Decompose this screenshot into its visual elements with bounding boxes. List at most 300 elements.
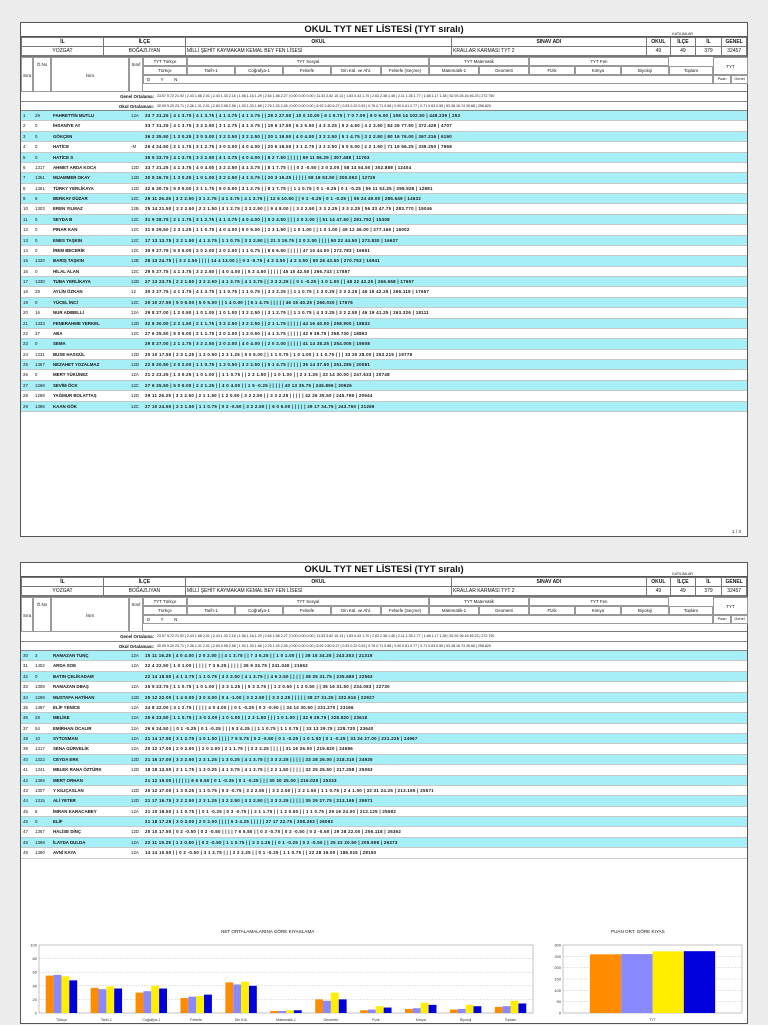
row-sira: 26: [23, 372, 28, 378]
row-sira: 16: [23, 268, 28, 274]
bar: [653, 951, 684, 1013]
bar: [368, 1010, 376, 1013]
row-sinif: 12: [131, 289, 136, 295]
row-values: 28 13 24.75 | | 3 2 2.50 | | | | 14 4 13.00 | | 0 3 -0.75 | 4 2 3.50 | 4 2 3.50 | 50 26 43.50 | 270.753 | 16941: [145, 258, 381, 264]
bar: [286, 1010, 294, 1013]
katilimlar-label: KATILIMLAR: [672, 572, 693, 576]
header-table: [21, 577, 747, 596]
col-fizik: Fizik: [529, 66, 575, 75]
header-table: [21, 37, 747, 56]
row-name: BARIŞ TAŞKIN: [53, 258, 84, 264]
row-sira: 12: [23, 227, 28, 233]
row-sinif: 12A: [131, 704, 139, 710]
genel-ortalama-values: 23.57 5.72 21.92 | 2.43 1.68 2.01 | 2.43 1.33 2.16 | 1.56 1.16 1.29 | 2.64 1.58 2.27 | 0.00 0.00 0.00 | 11.53 3.62 10.13 | 1.83 0.43 1.70 | 2.63 2.38 1.46 | 2.11 1.35 1.77 | 1.68 1.17 1.38 | 52.93 26.16 46.23 | 272.750: [157, 94, 495, 98]
row-ono: 29: [35, 113, 40, 118]
col-y: Y: [160, 77, 175, 82]
table-row: [21, 256, 747, 266]
row-sinif: 12C: [131, 268, 140, 274]
bar: [233, 984, 241, 1013]
table-row: [21, 153, 747, 163]
row-sira: 5: [23, 154, 26, 160]
row-ono: 0: [35, 216, 38, 222]
table-row: [21, 121, 747, 131]
row-values: 33 7 31.25 | 4 1 3.75 | 3 2 2.50 | 3 1 2.75 | 4 1 3.75 | | 19 6 17.50 | 6 2 5.50 | 4 3 3.25 | 5 2 4.50 | 4 2 3.50 | 84 26 77.50 | 372.428 | 4707: [145, 123, 452, 129]
row-name: İMRAN KARACABEY: [53, 808, 97, 814]
row-sinif: -M: [131, 144, 137, 150]
genel-ortalama-values: 23.57 5.72 21.92 | 2.43 1.68 2.01 | 2.43 1.33 2.16 | 1.56 1.16 1.29 | 2.64 1.58 2.27 | 0.00 0.00 0.00 | 11.53 3.62 10.13 | 1.83 0.43 1.70 | 2.63 2.38 1.46 | 2.11 1.35 1.77 | 1.68 1.17 1.38 | 52.93 26.16 46.23 | 272.750: [157, 634, 495, 638]
chart-title-puan: PUAN ORT. GÖRE KIYAS: [611, 929, 665, 934]
row-values: 27 6 25.50 | 5 0 5.00 | 2 3 1.25 | | 4 0 4.00 | | 1 5 -0.25 | | | | | 40 13 35.75 | 245.896 | 20926: [145, 382, 353, 388]
bar: [106, 986, 114, 1013]
row-ono: 0: [35, 144, 38, 150]
col-fizik: Fizik: [529, 606, 575, 615]
row-name: MELEK RANA ÖZTÜRK: [53, 767, 102, 773]
okul-ortalama-label: Okul Ortalaması:: [118, 643, 154, 649]
row-ono: 0: [35, 673, 38, 679]
row-ono: 0: [35, 247, 38, 253]
row-sinif: 12A: [131, 372, 139, 378]
row-sira: 10: [23, 206, 28, 212]
chart-title-net: NET ORTALAMALARINA GÖRE KIYASLAMA: [221, 929, 315, 934]
report-title: OKUL TYT NET LİSTESİ (TYT sıralı): [21, 563, 747, 577]
row-name: PINAR KAN: [53, 227, 78, 233]
row-values: 30 9 27.75 | 5 0 5.00 | 2 0 2.00 | 2 0 2.00 | 1 1 0.75 | | 8 6 6.50 | | | | | 47 10 44.00 | 272.783 | 16661: [145, 247, 371, 253]
row-sira: 42: [23, 777, 28, 783]
bar: [91, 988, 99, 1013]
row-name: AHMET ARDA KOCA: [53, 164, 97, 170]
table-row: [21, 672, 747, 682]
table-row: [21, 215, 747, 225]
row-ono: 1361: [35, 185, 45, 191]
student-rows-page-1: [21, 111, 747, 412]
row-ono: 0: [35, 299, 38, 305]
okul-ortalama-label: Okul Ortalaması:: [118, 103, 154, 109]
table-row: [21, 329, 747, 339]
row-name: İHSANİYE AY: [53, 123, 81, 129]
row-sira: 41: [23, 767, 28, 773]
row-sinif: 12A: [131, 715, 139, 721]
header-value-il: YOZGAT: [22, 587, 104, 596]
row-values: 21 10 18.50 | 1 1 0.75 | | 0 1 -0.25 | 0 3 -0.75 | | 2 1 1.75 | | 1 2 0.50 | | 1 1 0.75 | 29 16 24.00 | 212.125 | 25682: [145, 808, 397, 814]
col-n: N: [174, 617, 188, 622]
row-ono: 1308: [35, 684, 45, 690]
bar: [54, 975, 62, 1013]
table-row: [21, 796, 747, 806]
row-values: 33 7 31.25 | 4 1 3.75 | 4 0 4.00 | 3 2 2.50 | 4 1 3.75 | | 8 1 7.75 | | | 0 2 -0.50 | 2 0 2.00 | 58 14 54.50 | 302.888 | 12404: [145, 164, 412, 170]
col-din: Din Kül. ve Ahl.: [331, 66, 381, 75]
row-ono: 0: [35, 123, 38, 129]
row-sira: 40: [23, 756, 28, 762]
charts-area: [21, 929, 747, 1025]
row-sinif: 12C: [131, 382, 140, 388]
col-geometri: Geometri: [479, 66, 529, 75]
row-sira: 6: [23, 164, 26, 170]
table-row: [21, 827, 747, 837]
column-header: [21, 56, 747, 92]
row-sira: 32: [23, 673, 28, 679]
table-row: [21, 163, 747, 173]
row-ono: 37: [35, 330, 40, 336]
x-tick-label: Fizik: [372, 1018, 380, 1022]
row-sinif: 12C: [131, 403, 140, 409]
row-ono: 1367: [35, 829, 45, 835]
bar: [450, 1010, 458, 1013]
row-sira: 7: [23, 175, 26, 181]
row-sinif: 12C: [131, 196, 140, 201]
row-sinif: 12D: [131, 279, 140, 284]
row-sira: 13: [23, 237, 28, 243]
bar: [136, 993, 144, 1013]
bar: [225, 982, 233, 1013]
col-tyt: TYT: [713, 57, 748, 75]
bar: [278, 1011, 286, 1013]
row-sinif: 12D: [131, 175, 140, 181]
row-values: 27 6 25.50 | 5 0 5.00 | 2 1 1.75 | 2 0 2.00 | 1 2 0.50 | | 4 1 3.75 | | | | | 42 9 39.75 | 258.730 | 18863: [145, 330, 368, 336]
col-turkce: Türkçe: [143, 66, 187, 75]
row-sinif: 12C: [131, 227, 140, 233]
row-sinif: 12D: [131, 351, 140, 357]
row-sinif: 12D: [131, 185, 140, 191]
report-page-1: [20, 22, 748, 537]
bar: [405, 1009, 413, 1013]
okul-ortalama-row: [21, 642, 747, 652]
row-ono: 1398: [35, 839, 45, 845]
row-sira: 17: [23, 279, 28, 284]
y-tick-label: 150: [554, 976, 561, 982]
row-ono: 1402: [35, 663, 45, 669]
row-values: 20 10 27.50 | 5 0 5.00 | 5 0 5.00 | | 1 4 0.00 | | 5 1 4.75 | | | | | 46 15 40.25 | 266.020 | 17676: [145, 299, 354, 305]
row-sinif: 12A: [131, 850, 139, 856]
row-values: 27 10 24.50 | 2 2 1.50 | 1 1 0.75 | 0 2 -0.50 | 3 2 2.50 | | 6 0 6.00 | | | | | 39 17 34.75 | 243.760 | 21269: [145, 403, 375, 409]
okul-ortalama-values: 30.09 5.20 23.71 | 2.36 1.31 2.01 | 2.83 0.98 2.58 | 1.93 1.33 1.68 | 2.76 1.33 2.45 | 0.00 0.00 0.00 | 6.92 2.60 6.27 | 0.53 0.22 0.53 | 0.76 0.71 0.58 | 0.90 0.61 0.77 | 0.71 0.63 0.55 | 53.38 16.74 39.68 | 258.820: [157, 103, 491, 108]
row-values: 29 5 27.75 | 4 1 3.75 | 3 2 2.50 | | 4 0 4.00 | | 5 2 4.50 | | | | | 45 10 42.50 | 266.743 | 17857: [145, 268, 351, 274]
row-values: 29 11 26.25 | 3 2 2.50 | 2 1 1.50 | 1 2 0.50 | 3 2 2.50 | | 3 3 2.25 | | | | | 42 26 35.50 | 245.798 | 20944: [145, 393, 373, 399]
table-row: [21, 236, 747, 246]
row-sinif: 12D: [131, 362, 140, 367]
header-label-il-count: İL: [695, 38, 722, 47]
row-ono: 5: [35, 196, 38, 201]
row-name: EREN YILMAZ: [53, 206, 83, 212]
row-values: 29 8 27.00 | 1 2 0.50 | 1 0 1.00 | 1 0 1.00 | 3 2 2.50 | | 3 1 2.75 | | 1 1 0.75 | 4 3 3.25 | 3 2 2.50 | 46 19 41.25 | 263.326 | 18111: [145, 310, 429, 316]
header-label-il-count: İL: [695, 578, 722, 587]
row-sira: 18: [23, 289, 28, 295]
row-name: YÜCEL İNCİ: [53, 299, 78, 305]
table-row: [21, 339, 747, 349]
row-ono: 1303: [35, 206, 45, 212]
row-name: MERT ORHAN: [53, 777, 83, 783]
row-sira: 44: [23, 798, 28, 804]
row-values: 25 5 23.75 | 1 1 0.75 | 1 0 1.00 | | 2 3 1.25 | | 5 3 3.75 | | 1 2 0.50 | 1 2 0.50 | | 36 16 31.50 | 234.083 | 22730: [145, 684, 390, 690]
y-tick-label: 60: [32, 969, 37, 975]
row-sira: 38: [23, 736, 28, 741]
row-name: BATIN ÇELİKADAM: [53, 673, 94, 679]
header-label-okul: OKUL: [185, 578, 451, 587]
row-name: Y KILIÇASLAN: [53, 787, 84, 793]
row-ono: 1386: [35, 403, 45, 409]
header-value-okul-count: 49: [646, 47, 671, 56]
row-sira: 39: [23, 746, 28, 752]
table-row: [21, 267, 747, 277]
row-sira: 19: [23, 299, 28, 305]
header-label-il: İL: [22, 38, 104, 47]
header-label-ilce-count: İLÇE: [671, 578, 696, 587]
row-name: KAAN GÖK: [53, 403, 77, 409]
row-ono: 0: [35, 341, 38, 347]
row-name: MUAMMER OKAY: [53, 175, 90, 181]
table-row: [21, 755, 747, 765]
header-value-okul: MİLLİ ŞEHİT KAYMAKAM KEMAL BEY FEN LİSESİ: [185, 47, 451, 56]
x-tick-label: Kimya: [415, 1018, 426, 1022]
col-group-fen: TYT Fen: [529, 597, 669, 606]
row-sira: 29: [23, 403, 28, 409]
row-ono: 0: [35, 154, 38, 160]
row-sinif: 12D: [131, 756, 140, 762]
row-sinif: 12A: [131, 736, 139, 741]
bar: [339, 999, 347, 1013]
table-row: [21, 838, 747, 848]
row-sira: 37: [23, 725, 28, 731]
row-sinif: 12D: [131, 320, 140, 326]
bar: [376, 1006, 384, 1013]
header-value-ilce: BOĞAZLIYAN: [103, 587, 185, 596]
header-value-ilce: BOĞAZLIYAN: [103, 47, 185, 56]
y-tick-label: 20: [32, 996, 37, 1002]
col-felsefe: Felsefe: [283, 606, 331, 615]
row-sira: 49: [23, 850, 28, 856]
row-sinif: 12D: [131, 164, 140, 170]
row-name: ENES TAŞKIN: [53, 237, 83, 243]
table-row: [21, 381, 747, 391]
bar: [61, 976, 69, 1013]
genel-ortalama-label: Genel Ortalama:: [120, 634, 154, 639]
table-row: [21, 204, 747, 214]
header-label-okul-count: OKUL: [646, 38, 671, 47]
x-tick-label: Din Kül.: [234, 1018, 248, 1022]
bar: [114, 989, 122, 1013]
row-name: MUSTAFA HATİHAN: [53, 694, 95, 700]
row-values: 32 6 30.75 | 5 0 5.00 | 2 1 1.75 | 5 0 5.00 | 3 1 2.75 | | 8 1 7.75 | | 1 1 0.75 | 0 1 -0.25 | 0 1 -0.25 | 56 11 53.25 | 298.928 | 12881: [145, 185, 433, 191]
row-values: 21 14 17.50 | 3 1 2.75 | 1 0 1.00 | | | | 7 5 5.75 | 0 2 -0.50 | 0 1 -0.25 | 1 0 1.00 | 0 1 -0.25 | 33 24 27.00 | 221.225 | 24967: [145, 736, 418, 741]
table-row: [21, 298, 747, 308]
row-values: 26 6 24.50 | | 0 1 -0.25 | 0 1 -0.25 | | | 5 3 4.25 | | 1 1 0.75 | 1 1 0.75 | | 33 13 29.75 | 228.720 | 23640: [145, 725, 374, 731]
col-toplam: Toplam: [669, 66, 713, 75]
col-isim: İsim: [51, 57, 129, 92]
row-sinif: 12A: [131, 684, 139, 690]
header-label-okul: OKUL: [185, 38, 451, 47]
net-comparison-chart: [25, 943, 535, 1023]
bar: [159, 989, 167, 1013]
header-label-ilce: İLÇE: [103, 38, 185, 47]
bar: [241, 982, 249, 1013]
bar: [518, 1003, 526, 1013]
row-ono: 0: [35, 227, 38, 233]
katilimlar-label: KATILIMLAR: [672, 32, 693, 36]
table-row: [21, 184, 747, 194]
row-values: 21 18 17.25 | 3 0 3.00 | 2 0 2.00 | | | | 5 3 4.25 | | | | | 27 17 22.75 | 208.263 | 26092: [145, 819, 334, 824]
row-ono: 1317: [35, 164, 45, 170]
row-values: 20 12 17.00 | 1 3 0.25 | 1 1 0.75 | 0 3 -0.75 | 3 2 2.50 | | 3 2 2.50 | | 2 2 1.50 | 1 1 0.75 | 2 4 1.00 | 32 31 24.25 | 213.165 | 25571: [145, 787, 434, 793]
col-felsefe: Felsefe: [283, 66, 331, 75]
bar: [590, 954, 621, 1013]
bar: [473, 1006, 481, 1013]
bar: [143, 991, 151, 1013]
col-tarih: Tarih-1: [187, 66, 235, 75]
bar: [180, 998, 188, 1013]
header-value-okul: MİLLİ ŞEHİT KAYMAKAM KEMAL BEY FEN LİSESİ: [185, 587, 451, 596]
bar: [249, 986, 257, 1013]
x-tick-label: Felsefe: [190, 1018, 203, 1022]
row-sinif: 12D: [131, 787, 140, 793]
row-sinif: 12A: [131, 653, 139, 658]
table-row: [21, 287, 747, 297]
row-sira: 47: [23, 829, 28, 835]
col-kimya: Kimya: [575, 66, 621, 75]
header-label-genel-count: GENEL: [722, 38, 747, 47]
genel-ortalama-row: [21, 632, 747, 642]
row-values: 27 13 23.75 | 2 2 1.50 | 3 2 2.50 | 4 1 3.75 | 4 1 3.75 | | 3 3 2.25 | | 0 1 -0.25 | 1 0 1.00 | | 48 22 42.25 | 266.658 | 17657: [145, 279, 415, 284]
table-row: [21, 776, 747, 786]
bar: [495, 1007, 503, 1013]
row-name: HİLAL ALAN: [53, 268, 80, 274]
row-sira: 14: [23, 247, 28, 253]
row-values: 30 3 27.75 | 4 1 3.75 | 4 1 3.75 | 1 1 0.75 | 1 1 0.75 | | 3 3 2.25 | | 1 1 0.75 | 1 3 0.25 | 3 3 2.25 | 46 16 42.25 | 266.119 | 17657: [145, 289, 430, 295]
row-sira: 45: [23, 808, 28, 814]
y-tick-label: 80: [32, 956, 37, 962]
col-group-turkce: TYT Türkçe: [143, 597, 187, 606]
header-value-sinav: KRALLAR KARMASI TYT 2: [452, 47, 647, 56]
row-ono: 1317: [35, 746, 45, 752]
row-sinif: 12C: [131, 299, 140, 305]
row-sira: 15: [23, 258, 28, 264]
report-page-2: [20, 562, 748, 1024]
row-ono: 0: [35, 819, 38, 824]
col-sira: Sıra: [21, 597, 33, 632]
row-ono: 16: [35, 310, 40, 316]
bar: [196, 996, 204, 1013]
table-row: [21, 848, 747, 858]
col-group-matematik: TYT Matematik: [429, 57, 529, 66]
row-sira: 35: [23, 704, 28, 710]
row-name: SYTOSMAN: [53, 736, 78, 741]
row-values: 31 9 28.75 | 2 1 1.75 | 3 1 2.75 | 4 1 3.75 | 4 0 4.00 | | 5 2 4.50 | | | 2 0 2.00 | | 51 14 47.50 | 281.792 | 15308: [145, 216, 390, 222]
row-name: İLAYDA DULDA: [53, 839, 86, 845]
okul-ortalama-values: 30.09 5.20 23.71 | 2.36 1.31 2.01 | 2.83 0.98 2.58 | 1.93 1.33 1.68 | 2.76 1.33 2.45 | 0.00 0.00 0.00 | 6.92 2.60 6.27 | 0.53 0.22 0.53 | 0.76 0.71 0.58 | 0.90 0.61 0.77 | 0.71 0.63 0.55 | 53.38 16.74 39.68 | 258.820: [157, 643, 491, 648]
x-tick-label: Geometri: [323, 1018, 339, 1022]
row-name: HALİSE DİNÇ: [53, 829, 82, 835]
col-tyt: TYT: [713, 597, 748, 615]
row-name: GÖKÇEN: [53, 133, 73, 139]
row-sira: 25: [23, 362, 28, 367]
x-tick-label: Türkçe: [55, 1018, 67, 1022]
row-values: 31 6 29.50 | 2 3 1.25 | 1 1 0.75 | 4 0 4.00 | 5 0 5.00 | | 2 3 1.50 | | 1 0 1.00 | | 1 0 1.00 | 49 12 46.00 | 277.166 | 16002: [145, 227, 410, 233]
row-sira: 43: [23, 787, 28, 793]
row-sira: 2: [23, 123, 26, 129]
row-sinif: 12C: [131, 330, 140, 336]
row-name: HATİCE: [53, 144, 70, 150]
row-sinif: 12D: [131, 829, 140, 835]
bar: [384, 1008, 392, 1013]
col-cografya: Coğrafya-1: [235, 66, 283, 75]
col-sinif: Sınıf: [129, 597, 143, 632]
y-tick-label: 0: [34, 1010, 37, 1016]
bar: [360, 1010, 368, 1013]
header-value-il: YOZGAT: [22, 47, 104, 56]
row-sira: 48: [23, 839, 28, 845]
x-tick-label: Matematik-1: [276, 1018, 296, 1022]
col-group-fen: TYT Fen: [529, 57, 669, 66]
row-sira: 36: [23, 715, 28, 721]
row-ono: 1322: [35, 756, 45, 762]
row-values: 15 11 16.25 | 4 0 4.00 | 2 0 2.00 | | 4 1 3.75 | | 7 3 6.25 | | 1 0 1.00 | | | 38 15 34.25 | 243.303 | 21319: [145, 653, 373, 658]
row-name: NUR ADIBELLİ: [53, 310, 84, 316]
row-values: 17 13 13.75 | 2 2 1.50 | 4 1 3.75 | 1 1 0.75 | 3 2 2.50 | | 21 3 19.75 | 2 0 2.00 | | | | 50 22 44.50 | 273.830 | 16627: [145, 237, 399, 243]
x-tick-label: Tarih-1: [100, 1018, 112, 1022]
row-values: 18 18 13.50 | 2 1 1.75 | 1 3 0.25 | 4 1 3.75 | 4 1 3.75 | | 2 2 1.50 | | | | | 32 25 25.50 | 217.258 | 25063: [145, 767, 373, 773]
row-sira: 23: [23, 341, 28, 347]
table-row: [21, 693, 747, 703]
col-geometri: Geometri: [479, 606, 529, 615]
row-ono: 0: [35, 237, 38, 243]
row-ono: 8: [35, 808, 38, 814]
table-row: [21, 132, 747, 142]
header-value-genel-count: 32457: [722, 47, 747, 56]
table-row: [21, 173, 747, 183]
row-name: ABA: [53, 330, 63, 336]
row-ono: 1341: [35, 767, 45, 773]
table-row: [21, 194, 747, 204]
col-biyoloji: Biyoloji: [621, 606, 669, 615]
bar: [331, 993, 339, 1013]
row-values: 24 8 22.00 | 3 1 2.75 | | | | | 4 0 4.00 | | 0 1 -0.25 | 0 2 -0.50 | | 34 14 30.50 | 231.270 | 23166: [145, 704, 354, 710]
header-label-il: İL: [22, 578, 104, 587]
bar: [421, 1003, 429, 1013]
row-sinif: 12C: [131, 237, 140, 243]
row-name: ARDA SOE: [53, 663, 77, 669]
col-ono: Ö.No: [33, 57, 51, 92]
row-name: TÜRKY YERLİKAYA: [53, 185, 94, 191]
col-y: Y: [160, 617, 175, 622]
table-row: [21, 817, 747, 827]
table-row: [21, 142, 747, 152]
bar: [188, 997, 196, 1013]
row-sira: 46: [23, 819, 28, 824]
header-value-il-count: 379: [695, 587, 722, 596]
col-turkce: Türkçe: [143, 606, 187, 615]
col-isim: İsim: [51, 597, 129, 632]
table-row: [21, 402, 747, 412]
row-sinif: 12A: [131, 113, 139, 118]
table-row: [21, 319, 747, 329]
row-sira: 30: [23, 653, 28, 658]
row-name: EMİRHAN ÖCALIR: [53, 725, 92, 731]
row-ono: 10: [35, 736, 40, 741]
genel-ortalama-row: [21, 92, 747, 102]
table-row: [21, 786, 747, 796]
col-matematik: Matematik-1: [429, 66, 479, 75]
row-values: 35 5 33.75 | 4 1 3.75 | 3 2 2.50 | 4 1 3.75 | 4 0 4.00 | | 8 2 7.50 | | | | | 59 11 56.25 | 307.488 | 11763: [145, 154, 370, 160]
col-d: D: [147, 77, 161, 82]
bar: [204, 995, 212, 1013]
row-sira: 4: [23, 144, 26, 150]
row-name: ALİ YETER: [53, 798, 76, 804]
bar: [684, 951, 715, 1013]
table-row: [21, 724, 747, 734]
row-values: 14 14 10.50 | | 0 2 -0.50 | 3 1 2.75 | | | 3 3 2.25 | | 0 1 -0.25 | 1 1 0.75 | | 22 28 15.00 | 186.015 | 28150: [145, 850, 377, 856]
row-sira: 20: [23, 310, 28, 316]
row-ono: 54: [35, 725, 40, 731]
header-value-sinav: KRALLAR KARMASI TYT 2: [452, 587, 647, 596]
table-row: [21, 703, 747, 713]
